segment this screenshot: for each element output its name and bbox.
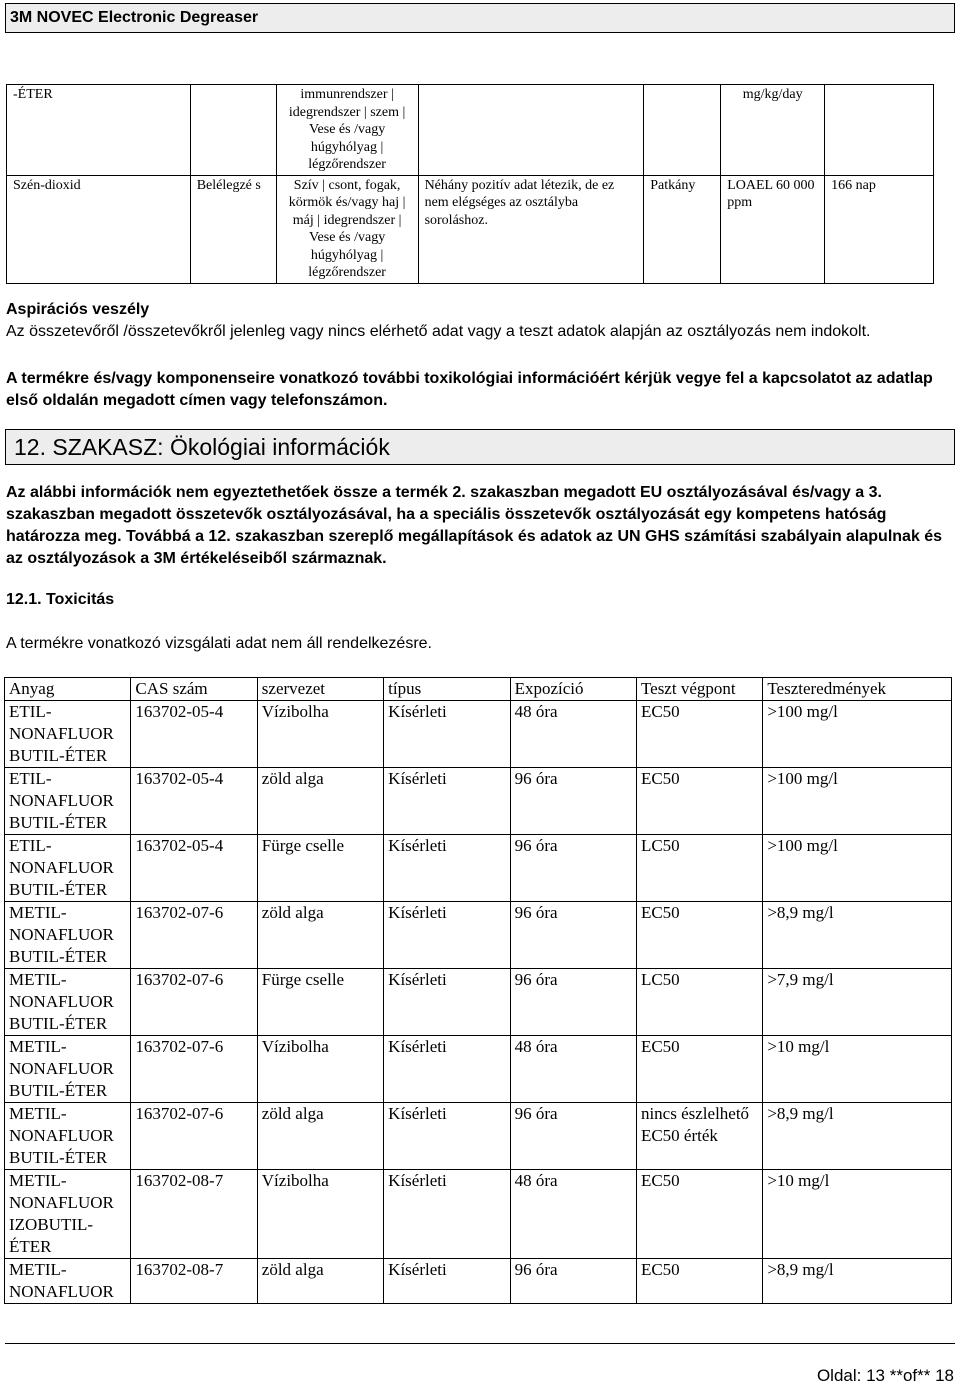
table-cell: >100 mg/l bbox=[763, 768, 952, 835]
table-cell: Kísérleti bbox=[384, 902, 510, 969]
table-cell: Szén-dioxid bbox=[7, 175, 191, 283]
table-cell: nincs észlelhető EC50 érték bbox=[636, 1103, 762, 1170]
table-cell: -ÉTER bbox=[7, 85, 191, 176]
table-cell: EC50 bbox=[636, 1170, 762, 1259]
table-cell: Kísérleti bbox=[384, 1036, 510, 1103]
table-cell: Belélegzé s bbox=[190, 175, 276, 283]
table-row bbox=[5, 902, 952, 969]
table-cell: METIL-NONAFLUOR IZOBUTIL-ÉTER bbox=[5, 1170, 131, 1259]
table-header: Anyag bbox=[5, 678, 131, 701]
table-cell: Néhány pozitív adat létezik, de ez nem elégséges az osztályba soroláshoz. bbox=[418, 175, 644, 283]
table-header: Teszteredmények bbox=[763, 678, 952, 701]
table-header: Expozíció bbox=[510, 678, 636, 701]
table-cell: LC50 bbox=[636, 835, 762, 902]
table-cell: LOAEL 60 000 ppm bbox=[721, 175, 825, 283]
footer-divider bbox=[5, 1343, 955, 1344]
table-cell bbox=[418, 85, 644, 176]
table-cell: Fürge cselle bbox=[257, 969, 383, 1036]
aspiration-text: Az összetevőről /összetevőkről jelenleg vagy nincs elérhető adat vagy a teszt adatok alapján az osztályozás nem indokolt. bbox=[6, 323, 871, 340]
table-cell: Fürge cselle bbox=[257, 835, 383, 902]
table-cell: 163702-07-6 bbox=[131, 1036, 257, 1103]
table-cell: Szív | csont, fogak, körmök és/vagy haj | máj | idegrendszer | Vese és /vagy húgyhólyag | légzőrendszer bbox=[276, 175, 418, 283]
table-row bbox=[7, 175, 934, 283]
table-row bbox=[5, 1036, 952, 1103]
table-cell: EC50 bbox=[636, 1036, 762, 1103]
table-cell: zöld alga bbox=[257, 1259, 383, 1304]
table-cell: 163702-07-6 bbox=[131, 902, 257, 969]
table-cell: 96 óra bbox=[510, 969, 636, 1036]
table-header-row bbox=[5, 678, 952, 701]
table-cell: >100 mg/l bbox=[763, 835, 952, 902]
table-cell: Kísérleti bbox=[384, 768, 510, 835]
table-cell: 96 óra bbox=[510, 902, 636, 969]
table-cell: >10 mg/l bbox=[763, 1036, 952, 1103]
table-cell: METIL-NONAFLUOR bbox=[5, 1259, 131, 1304]
table-cell: 163702-07-6 bbox=[131, 969, 257, 1036]
table-cell: mg/kg/day bbox=[721, 85, 825, 176]
table-cell: ETIL-NONAFLUOR BUTIL-ÉTER bbox=[5, 768, 131, 835]
table-row bbox=[5, 1259, 952, 1304]
table-row bbox=[5, 768, 952, 835]
table-cell: 163702-05-4 bbox=[131, 835, 257, 902]
table-cell: METIL-NONAFLUOR BUTIL-ÉTER bbox=[5, 902, 131, 969]
table-cell: >100 mg/l bbox=[763, 701, 952, 768]
eco-paragraph: Az alábbi információk nem egyeztethetőek össze a termék 2. szakaszban megadott EU osztályozásával és/vagy a 3. szakaszban megadott összetevők osztályozásával, ha a speciális összetevők osztályozását egy kompetens hatóság határozza meg. Továbbá a 12. szakaszban szereplő megállapítások és adatok az UN GHS számítási szabályain alapulnak és az osztályozások a 3M értékeléseiből származnak. bbox=[6, 484, 943, 567]
table-cell: Kísérleti bbox=[384, 1259, 510, 1304]
table-cell: immunrendszer | idegrendszer | szem | Vese és /vagy húgyhólyag | légzőrendszer bbox=[276, 85, 418, 176]
table-cell: Kísérleti bbox=[384, 1170, 510, 1259]
table-header: szervezet bbox=[257, 678, 383, 701]
table-row bbox=[5, 969, 952, 1036]
table-cell: 96 óra bbox=[510, 835, 636, 902]
table-cell: 96 óra bbox=[510, 768, 636, 835]
contact-paragraph: A termékre és/vagy komponenseire vonatkozó további toxikológiai információért kérjük vegye fel a kapcsolatot az adatlap első oldalán megadott címen vagy telefonszámon. bbox=[6, 370, 933, 409]
table-cell: LC50 bbox=[636, 969, 762, 1036]
table-cell: >10 mg/l bbox=[763, 1170, 952, 1259]
table-cell: 163702-08-7 bbox=[131, 1170, 257, 1259]
eco-table-body bbox=[5, 701, 952, 1304]
toxicity-title: 12.1. Toxicitás bbox=[6, 591, 115, 608]
table-cell: Kísérleti bbox=[384, 1103, 510, 1170]
table-cell: 163702-08-7 bbox=[131, 1259, 257, 1304]
table-row bbox=[5, 1170, 952, 1259]
table-header: típus bbox=[384, 678, 510, 701]
table-header: CAS szám bbox=[131, 678, 257, 701]
table-cell: 48 óra bbox=[510, 701, 636, 768]
table-cell: Vízibolha bbox=[257, 701, 383, 768]
table-cell: METIL-NONAFLUOR BUTIL-ÉTER bbox=[5, 1036, 131, 1103]
table-cell: ETIL-NONAFLUOR BUTIL-ÉTER bbox=[5, 835, 131, 902]
table-cell: Patkány bbox=[644, 175, 721, 283]
table-cell: >7,9 mg/l bbox=[763, 969, 952, 1036]
table-cell: >8,9 mg/l bbox=[763, 1259, 952, 1304]
table-cell: Kísérleti bbox=[384, 969, 510, 1036]
table-cell: 166 nap bbox=[825, 175, 934, 283]
section-title: 12. SZAKASZ: Ökológiai információk bbox=[5, 429, 955, 465]
table-cell: METIL-NONAFLUOR BUTIL-ÉTER bbox=[5, 1103, 131, 1170]
table-cell: EC50 bbox=[636, 768, 762, 835]
table-row bbox=[5, 835, 952, 902]
table-cell: zöld alga bbox=[257, 902, 383, 969]
table-cell: EC50 bbox=[636, 701, 762, 768]
table-cell: 96 óra bbox=[510, 1103, 636, 1170]
aspiration-title: Aspirációs veszély bbox=[6, 301, 150, 318]
table-cell: METIL-NONAFLUOR BUTIL-ÉTER bbox=[5, 969, 131, 1036]
toxicity-table bbox=[6, 84, 934, 284]
eco-table bbox=[4, 677, 952, 1304]
table-cell: Kísérleti bbox=[384, 835, 510, 902]
table-cell: Vízibolha bbox=[257, 1170, 383, 1259]
table-cell: 48 óra bbox=[510, 1170, 636, 1259]
table-cell: zöld alga bbox=[257, 768, 383, 835]
table-cell: 96 óra bbox=[510, 1259, 636, 1304]
table-row bbox=[5, 701, 952, 768]
table-cell: zöld alga bbox=[257, 1103, 383, 1170]
table-cell bbox=[825, 85, 934, 176]
toxicity-text: A termékre vonatkozó vizsgálati adat nem áll rendelkezésre. bbox=[6, 635, 432, 652]
page-number: Oldal: 13 **of** 18 bbox=[816, 1366, 954, 1385]
table-cell: 48 óra bbox=[510, 1036, 636, 1103]
table-cell: >8,9 mg/l bbox=[763, 902, 952, 969]
table-cell: Kísérleti bbox=[384, 701, 510, 768]
table-row bbox=[7, 85, 934, 176]
table-cell bbox=[190, 85, 276, 176]
table-header: Teszt végpont bbox=[636, 678, 762, 701]
document-header: 3M NOVEC Electronic Degreaser bbox=[5, 3, 955, 33]
table-cell: 163702-05-4 bbox=[131, 768, 257, 835]
table-cell: 163702-05-4 bbox=[131, 701, 257, 768]
table-cell bbox=[644, 85, 721, 176]
table-cell: 163702-07-6 bbox=[131, 1103, 257, 1170]
table-row bbox=[5, 1103, 952, 1170]
table-cell: Vízibolha bbox=[257, 1036, 383, 1103]
table-cell: EC50 bbox=[636, 1259, 762, 1304]
table-cell: >8,9 mg/l bbox=[763, 1103, 952, 1170]
table-cell: EC50 bbox=[636, 902, 762, 969]
table-cell: ETIL-NONAFLUOR BUTIL-ÉTER bbox=[5, 701, 131, 768]
